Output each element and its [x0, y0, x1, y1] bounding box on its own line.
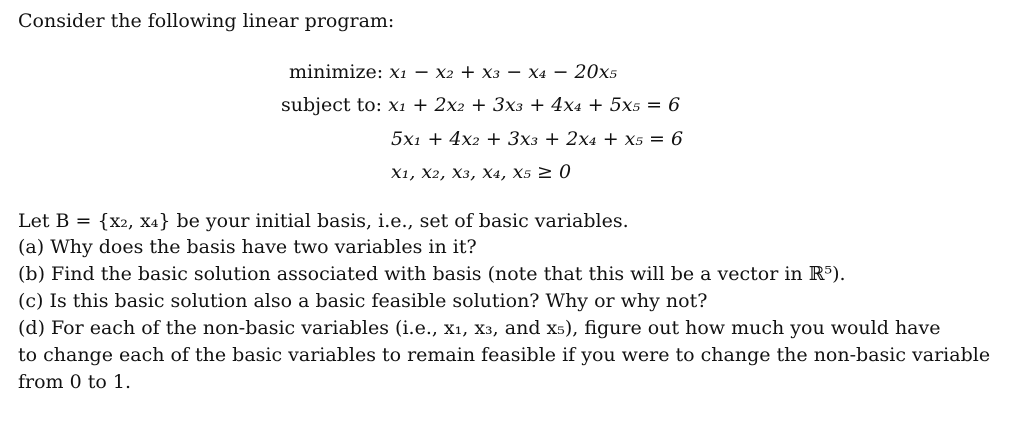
objective-expression: x₁ − x₂ + x₃ − x₄ − 20x₅ [389, 61, 618, 83]
objective-line [289, 60, 617, 84]
basis-statement: Let B = {x₂, x₄} be your initial basis, i.e., set of basic variables. [18, 210, 629, 232]
question-c: (c) Is this basic solution also a basic feasible solution? Why or why not? [18, 290, 708, 312]
question-d-line-3: from 0 to 1. [18, 371, 131, 393]
nonnegativity-constraint: x₁, x₂, x₃, x₄, x₅ ≥ 0 [391, 161, 572, 183]
subject-to-label: subject to: [281, 94, 383, 116]
intro-text: Consider the following linear program: [18, 10, 395, 32]
constraint-1: x₁ + 2x₂ + 3x₃ + 4x₄ + 5x₅ = 6 [388, 94, 681, 116]
objective-label: minimize: [289, 61, 384, 83]
question-d-line-1: (d) For each of the non-basic variables (i.e., x₁, x₃, and x₅), figure out how much you would have [18, 317, 941, 339]
question-a: (a) Why does the basis have two variables in it? [18, 236, 477, 258]
question-d-line-2: to change each of the basic variables to remain feasible if you were to change the non-basic variable [18, 344, 991, 366]
constraint-1-line [281, 93, 680, 117]
constraint-2-line [391, 127, 683, 151]
question-b: (b) Find the basic solution associated with basis (note that this will be a vector in ℝ⁵). [18, 263, 846, 285]
constraint-2: 5x₁ + 4x₂ + 3x₃ + 2x₄ + x₅ = 6 [391, 128, 684, 150]
nonnegativity-line [391, 160, 571, 184]
